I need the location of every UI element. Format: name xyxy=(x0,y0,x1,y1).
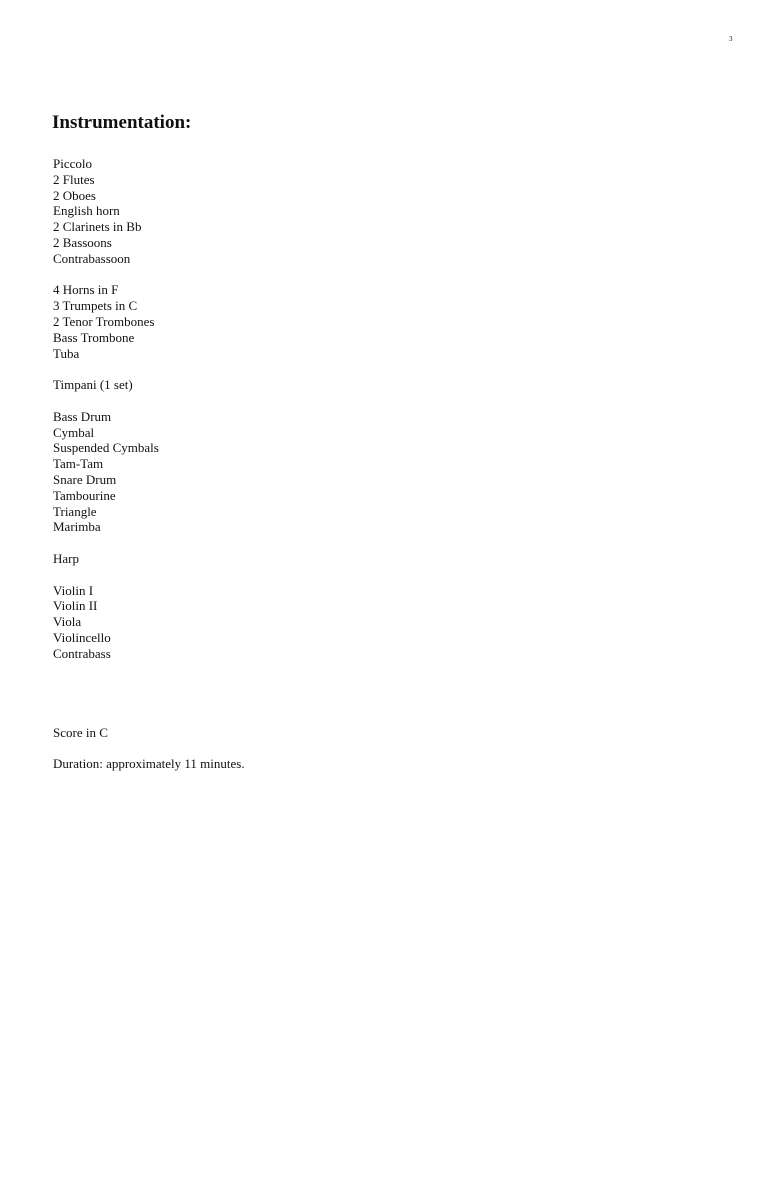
instrument-item: 2 Tenor Trombones xyxy=(53,313,155,329)
instrument-item: English horn xyxy=(53,203,120,219)
section-spacer xyxy=(53,677,653,724)
page-title: Instrumentation: xyxy=(52,112,192,133)
instrument-item: Tam-Tam xyxy=(53,456,104,472)
instrument-item: Violin II xyxy=(53,598,98,614)
instrument-item: Viola xyxy=(53,614,82,630)
instrument-item: Harp xyxy=(53,550,79,566)
instrument-item: Suspended Cymbals xyxy=(53,440,159,456)
instrument-item: Contrabass xyxy=(53,645,111,661)
instrument-item: 4 Horns in F xyxy=(53,282,119,298)
instrument-item: Tambourine xyxy=(53,487,116,503)
woodwinds-group xyxy=(53,156,653,267)
instrument-item: Timpani (1 set) xyxy=(53,377,133,393)
instrument-item: Marimba xyxy=(53,519,101,535)
timpani-group xyxy=(53,377,653,393)
harp-group xyxy=(53,551,653,567)
instrument-item: Cymbal xyxy=(53,424,95,440)
instrument-item: Piccolo xyxy=(53,156,92,171)
instrument-item: Tuba xyxy=(53,345,80,361)
instrument-item: Violin I xyxy=(53,582,94,598)
instrument-item: 2 Clarinets in Bb xyxy=(53,219,142,235)
instrument-item: Triangle xyxy=(53,503,97,519)
instrument-item: Bass Trombone xyxy=(53,329,135,345)
instrument-item: Violincello xyxy=(53,629,111,645)
instrument-item: 2 Flutes xyxy=(53,171,95,187)
instrument-item: 2 Oboes xyxy=(53,187,96,203)
strings-group xyxy=(53,583,653,662)
score-note: Score in C xyxy=(53,724,108,740)
percussion-group xyxy=(53,409,653,535)
page-number: 3 xyxy=(729,35,733,43)
instrumentation-list xyxy=(53,156,653,788)
instrument-item: Contrabassoon xyxy=(53,250,131,266)
instrument-item: 2 Bassoons xyxy=(53,234,112,250)
duration-note: Duration: approximately 11 minutes. xyxy=(53,756,245,772)
brass-group xyxy=(53,282,653,361)
instrument-item: Bass Drum xyxy=(53,408,112,424)
instrument-item: 3 Trumpets in C xyxy=(53,298,138,314)
instrument-item: Snare Drum xyxy=(53,471,117,487)
